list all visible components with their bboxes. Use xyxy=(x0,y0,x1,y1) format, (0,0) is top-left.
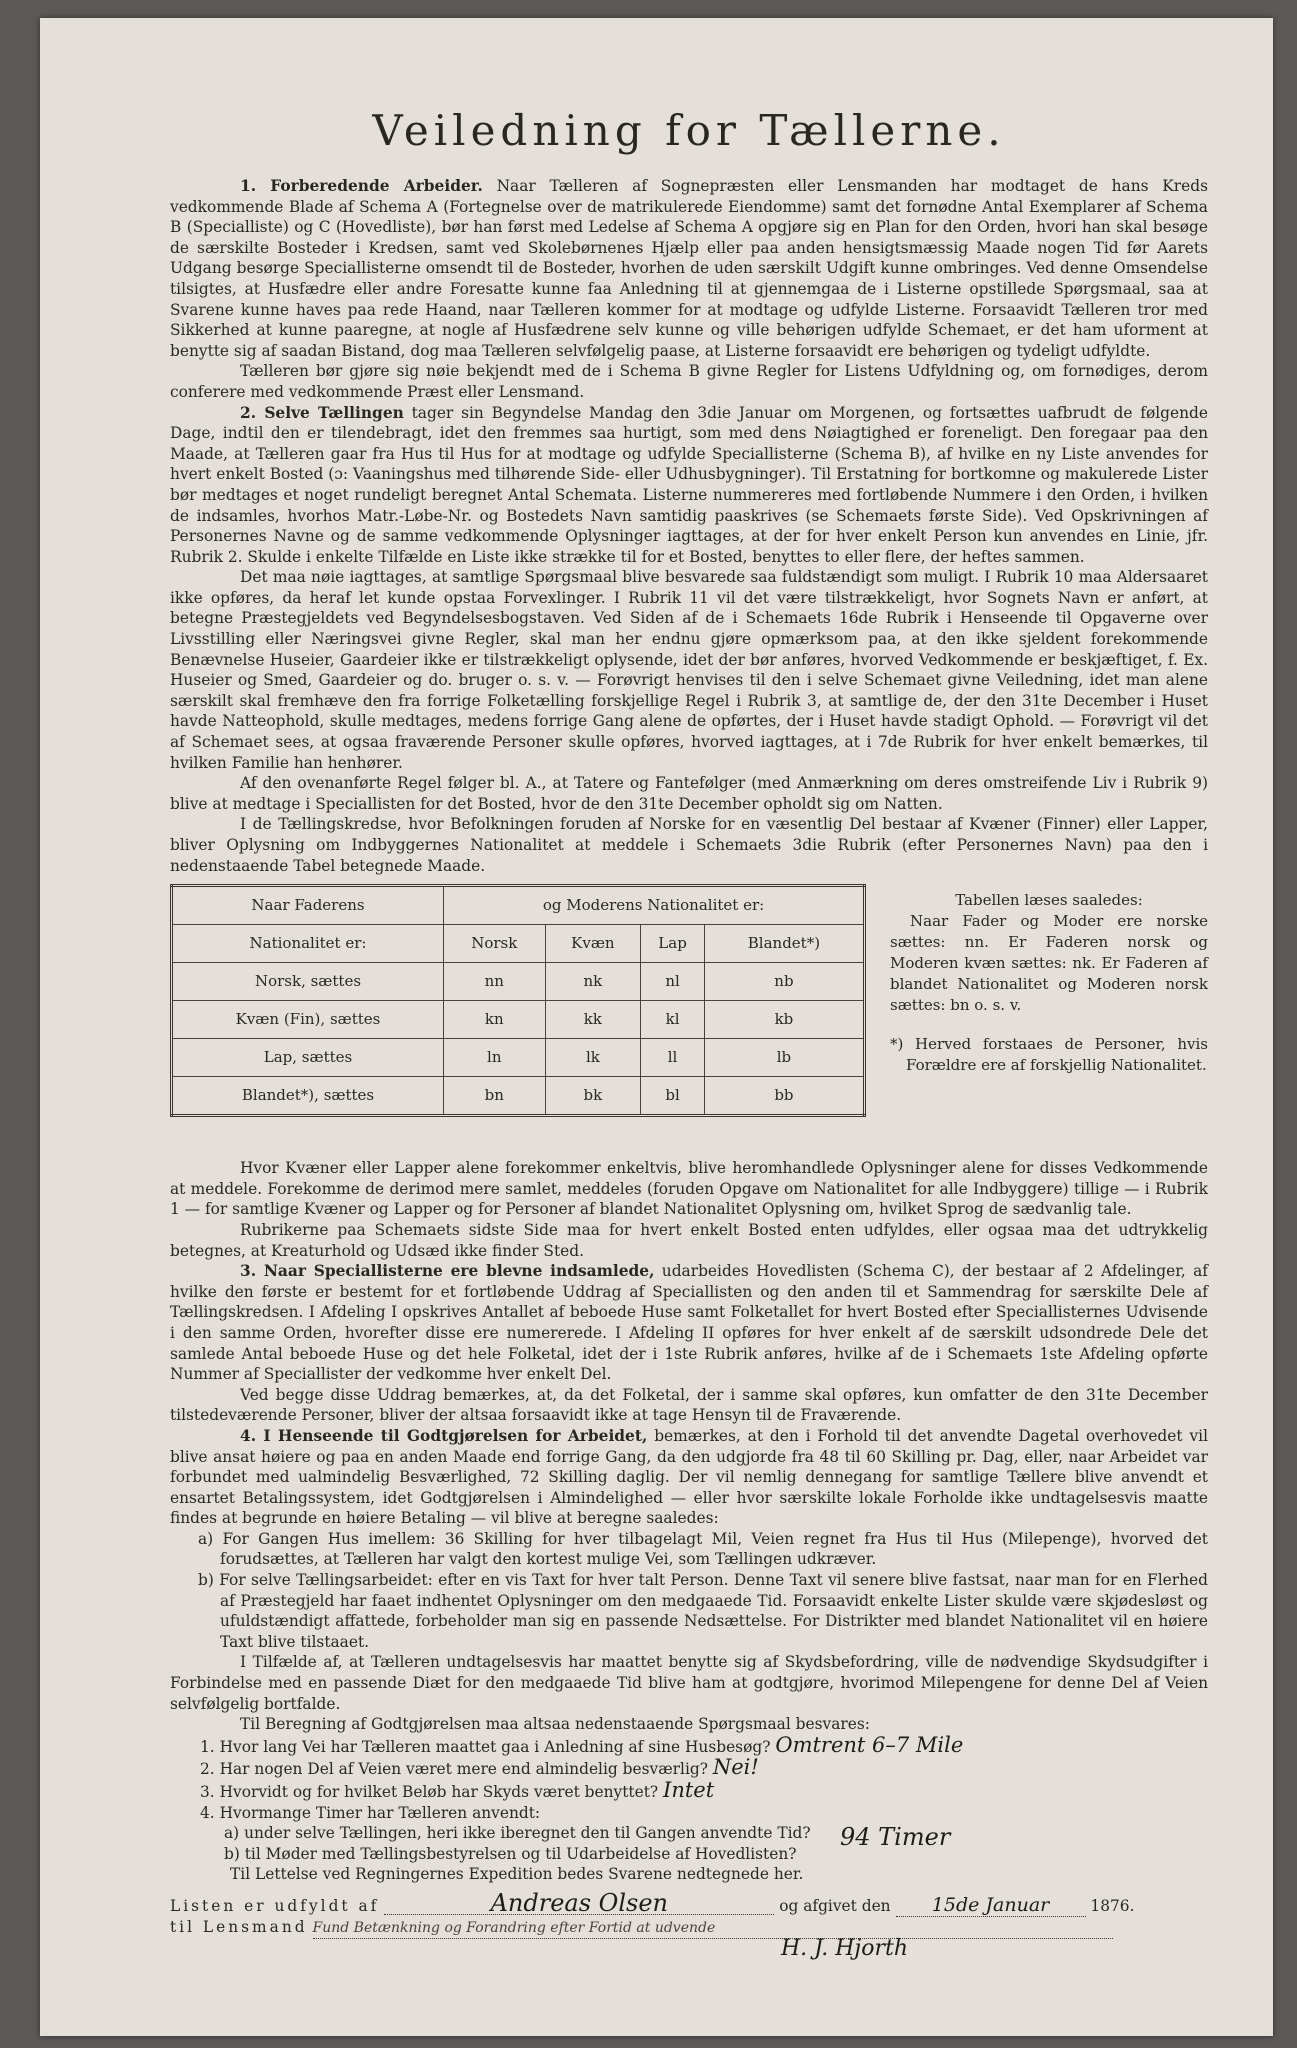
table-cell: kn xyxy=(444,1001,546,1039)
question-list xyxy=(170,1732,1208,1885)
section-2-paragraph-4: I de Tællingskredse, hvor Befolkningen foruden af Norske for en væsentlig Del bestaar af Kvæner (Finner) eller Lapper, bliver Oplysning om Indbyggernes Nationalitet at meddele i Schemaets 3die Rubrik (efter Personernes Navn) paa den i nedenstaaende Tabel betegnede Maade. xyxy=(170,815,1208,875)
table-cell: bk xyxy=(545,1077,641,1116)
explanation-footnote: *) Herved forstaaes de Personer, hvis Forældre ere af forskjellig Nationalitet. xyxy=(890,1035,1208,1075)
filled-by-line: Listen er udfyldt af Andreas Olsen og afgivet den 15de Januar 1876. xyxy=(170,1888,1135,1917)
lensmand-note: Fund Betænkning og Forandring efter Fortid at udvende xyxy=(313,1918,1113,1940)
table-cell: nb xyxy=(704,963,864,1001)
delivered-date: 15de Januar xyxy=(896,1895,1086,1917)
table-col-header: Norsk xyxy=(444,925,546,963)
section-1-text: Naar Tælleren af Sognepræsten eller Lensmanden har modtaget de hans Kreds vedkommende Blade af Schema A (Fortegnelse over de matrikulerede Eiendomme) samt det fornødne Antal Exemplarer af Schema B (Specialliste) og C (Hovedliste), bør han først med Ledelse af Schema A opgjøre sig en Plan for den Orden, hvori han skal besøge de særskilte Bosteder i Kredsen, samt ved Skolebørnenes Hjælp eller paa anden hensigtsmæssig Maade nogen Tid før Aarets Udgang besørge Speciallisterne omsendt til de Bosteder, hvorhen de uden særskilt Udgift kunne ombringes. Ved denne Omsendelse tilsigtes, at Husfædre eller andre Foresatte kunne faa Anledning til at gjennemgaa de i Listerne opstillede Spørgsmaal, saa at Svarene kunne haves paa rede Haand, naar Tælleren kommer for at modtage og udfylde Listerne. Forsaavidt Tælleren tror med Sikkerhed at kunne paaregne, at nogle af Husfædrene selv kunne og ville behørigen udfylde Schemaet, er det ham uforment at benytte sig af saadan Bistand, dog maa Tælleren selvfølgelig paase, at Listerne forsaavidt ere behørigen og tydeligt udfyldte. xyxy=(170,177,1208,360)
row-label: Norsk, sættes xyxy=(172,963,444,1001)
section-3 xyxy=(170,1261,1208,1385)
answer-4-handwritten: 94 Timer xyxy=(840,1823,951,1852)
section-2-paragraph-3: Af den ovenanførte Regel følger bl. A., at Tatere og Fantefølger (med Anmærkning om deres omstreifende Liv i Rubrik 9) blive at medtage i Speciallisten for det Bosted, hvor de den 31te December opholdt sig om Natten. xyxy=(170,774,1208,813)
signature-line xyxy=(170,1936,1208,1962)
closing-note: Til Lettelse ved Regningernes Expedition bedes Svarene nedtegnede her. xyxy=(230,1865,804,1884)
section-1-paragraph-2: Tælleren bør gjøre sig nøie bekjendt med de i Schema B givne Regler for Listens Udfyldning og, om fornødiges, derom conferere med vedkommende Præst eller Lensmand. xyxy=(170,362,1208,401)
section-2-text: tager sin Begyndelse Mandag den 3die Januar om Morgenen, og fortsættes uafbrudt de følgende Dage, indtil den er tilendebragt, idet den fremmes saa hurtigt, som med dens Nøiagtighed er foreneligt. Den foregaar paa den Maade, at Tælleren gaar fra Hus til Hus for at modtage og udfylde Speciallisterne (Schema B), af hvilke en ny Liste anvendes for hvert enkelt Bosted (ɔ: Vaaningshus med tilhørende Side- eller Udhusbygninger). Til Erstatning for bortkomne og makulerede Lister bør medtages et noget rundeligt beregnet Antal Schemata. Listerne nummereres med fortløbende Nummere i den Orden, i hvilken de indsamles, hvorhos Matr.-Løbe-Nr. og Bostedets Navn samtidig paaskrives (se Schemaets første Side). Ved Opskrivningen af Personernes Navne og de samme vedkommende Oplysninger iagttages, at der for hver enkelt Person kun anvendes en Linie, jfr. Rubrik 2. Skulde i enkelte Tilfælde en Liste ikke strække til for et Bosted, benyttes to eller flere, der heftes sammen. xyxy=(170,403,1209,566)
question-item: 4. Hvormange Timer har Tælleren anvendt: xyxy=(200,1803,541,1822)
table-cell: bl xyxy=(641,1077,705,1116)
filled-by-name: Andreas Olsen xyxy=(384,1893,774,1915)
table-head-father: Naar Faderens xyxy=(172,886,444,925)
table-cell: kl xyxy=(641,1001,705,1039)
section-1-heading: 1. Forberedende Arbeider. xyxy=(240,177,483,195)
section-2-heading: 2. Selve Tællingen xyxy=(240,403,404,422)
section-2 xyxy=(170,403,1208,568)
table-row xyxy=(172,1039,865,1077)
explanation-text: Naar Fader og Moder ere norske sættes: nn. Er Faderen norsk og Moderen kvæn sættes: nk. Er Faderen af blandet Nationalitet og Moderen norsk sættes: bn o. s. v. xyxy=(890,912,1208,1015)
section-1 xyxy=(170,176,1208,361)
document-sheet xyxy=(40,18,1273,2036)
question-4-subitems xyxy=(200,1823,1208,1864)
explanation-title: Tabellen læses saaledes: xyxy=(955,891,1143,910)
table-cell: nl xyxy=(641,963,705,1001)
page-title: Veiledning for Tællerne. xyxy=(372,106,1006,155)
lensmand-line: til Lensmand Fund Betænkning og Forandring efter Fortid at udvende xyxy=(170,1917,1208,1940)
table-cell: ll xyxy=(641,1039,705,1077)
table-cell: bb xyxy=(704,1077,864,1116)
table-row xyxy=(172,963,865,1001)
section-3-paragraph-2: Ved begge disse Uddrag bemærkes, at, da det Folketal, der i samme skal opføres, kun omfatter de den 31te December tilstedeværende Personer, bliver der altsaa forsaavidt ikke at tage Hensyn til de Fraværende. xyxy=(170,1385,1208,1425)
table-col-header: Lap xyxy=(641,925,705,963)
question-4b: b) til Møder med Tællingsbestyrelsen og til Udarbeidelse af Hovedlisten? xyxy=(224,1844,797,1863)
nationality-table-block xyxy=(170,884,1208,1154)
table-cell: nk xyxy=(545,963,641,1001)
section-3-heading: 3. Naar Speciallisterne ere blevne indsamlede, xyxy=(240,1262,655,1281)
question-4a: a) under selve Tællingen, heri ikke iberegnet den til Gangen anvendte Tid? xyxy=(224,1824,811,1843)
table-cell: bn xyxy=(444,1077,546,1116)
table-col-header: Blandet*) xyxy=(704,925,864,963)
table-cell: nn xyxy=(444,963,546,1001)
answer-handwritten: Intet xyxy=(663,1778,715,1802)
section-3-text: udarbeides Hovedlisten (Schema C), der bestaar af 2 Afdelinger, af hvilke den første er bestemt for et fortløbende Uddrag af Speciallisten og den anden til et Sammendrag for særskilte Dele af Tællingskredsen. I Afdeling I opskrives Antallet af beboede Huse samt Folketallet for hvert Bosted efter Speciallisternes Udvisende i den samme Orden, hvorefter disse ere numererede. I Afdeling II opføres for hver enkelt af de særskilt udsondrede Dele det samlede Antal beboede Huse og det hele Folketal, idet der i 1ste Rubrik anføres, hvilke af de i Schemaets 1ste Afdeling opførte Nummer af Speciallister der vedkomme hver enkelt Del. xyxy=(170,1262,1208,1384)
section-4-paragraph-2: I Tilfælde af, at Tælleren undtagelsesvis har maattet benytte sig af Skydsbefordring, ville de nødvendige Skydsudgifter i Forbindelse med en passende Diæt for den medgaaede Tid blive ham at godtgjøre, hvorimod Milepengene for denne Del af Veien selvfølgelig bortfalde. xyxy=(170,1653,1208,1713)
answer-handwritten: Nei! xyxy=(712,1755,759,1780)
row-label: Blandet*), sættes xyxy=(172,1077,444,1116)
question-item: 3. Hvorvidt og for hvilket Beløb har Skyds været benyttet? Intet xyxy=(200,1778,715,1802)
row-label: Kvæn (Fin), sættes xyxy=(172,1001,444,1039)
table-cell: kb xyxy=(704,1001,864,1039)
row-label: Lap, sættes xyxy=(172,1039,444,1077)
table-col-header: Kvæn xyxy=(545,925,641,963)
section-4 xyxy=(170,1426,1208,1529)
table-head-father-2: Nationalitet er: xyxy=(172,925,444,963)
section-4-heading: 4. I Henseende til Godtgjørelsen for Arbeidet, xyxy=(240,1426,648,1445)
after-table-paragraph-1: Hvor Kvæner eller Lapper alene forekommer enkeltvis, blive heromhandlede Oplysninger alene for disses Vedkommende at meddele. Forekomme de derimod mere samlet, meddeles (foruden Opgave om Nationalitet for alle Indbyggere) tillige — i Rubrik 1 — for samtlige Kvæner og Lapper og for Personer af blandet Nationalitet Oplysning om, hvilket Sprog de sædvanlig tale. xyxy=(170,1159,1208,1219)
table-head-mother: og Moderens Nationalitet er: xyxy=(444,886,865,925)
answer-handwritten: Omtrent 6–7 Mile xyxy=(775,1732,964,1757)
signature-block xyxy=(170,1888,1208,1962)
table-cell: lb xyxy=(704,1039,864,1077)
question-item: 1. Hvor lang Vei har Tælleren maattet gaa i Anledning af sine Husbesøg? Omtrent 6–7 Mile xyxy=(200,1732,964,1757)
table-cell: kk xyxy=(545,1001,641,1039)
question-item: 2. Har nogen Del af Veien været mere end almindelig besværlig? Nei! xyxy=(200,1755,759,1780)
after-table-paragraph-2: Rubrikerne paa Schemaets sidste Side maa for hvert enkelt Bosted enten udfyldes, eller ogsaa maa det udtrykkelig betegnes, at Kreaturhold og Udsæd ikke finder Sted. xyxy=(170,1220,1208,1260)
handwritten-signature: H. J. Hjorth xyxy=(780,1936,908,1962)
table-cell: ln xyxy=(444,1039,546,1077)
table-explanation xyxy=(890,890,1208,1076)
section-4-item-a: a) For Gangen Hus imellem: 36 Skilling for hver tilbagelagt Mil, Veien regnet fra Hus til Hus (Milepenge), hvorved det forudsættes, at Tælleren har valgt den kortest mulige Vei, som Tællingen udkræver. xyxy=(198,1529,1208,1569)
nationality-table xyxy=(170,884,866,1117)
section-2-paragraph-2: Det maa nøie iagttages, at samtlige Spørgsmaal blive besvarede saa fuldstændigt som muligt. I Rubrik 10 maa Aldersaaret ikke opføres, da heraf let kunde opstaa Forvexlinger. I Rubrik 11 vil det være tilstrækkeligt, hvor Sognets Navn er anført, at betegne Præstegjeldets ved Begyndelsesbogstaven. Ved Siden af de i Schemaets 16de Rubrik i Henseende til Opgaverne over Livsstilling eller Næringsvei givne Regler, skal man her endnu gjøre opmærksom paa, at den ikke sjeldent forekommende Benævnelse Huseier, Gaardeier ikke er tilstrækkeligt oplysende, idet der bør anføres, hvorved Vedkommende er beskjæftiget, f. Ex. Huseier og Smed, Gaardeier og do. bruger o. s. v. — Forøvrigt henvises til den i selve Schemaet givne Veiledning, idet man alene særskilt skal fremhæve den fra forrige Folketælling forskjellige Regel i Rubrik 3, at samtlige de, der den 31te December i Huset havde Natteophold, skulle medtages, medens forrige Gang alene de opførtes, der i Huset havde stadigt Ophold. — Forøvrigt vil det af Schemaet sees, at ogsaa fraværende Personer skulle opføres, hvorved iagttages, at i 7de Rubrik for hver enkelt bemærkes, til hvilken Familie han henhører. xyxy=(170,568,1208,772)
table-cell: lk xyxy=(545,1039,641,1077)
instructions-body xyxy=(170,176,1208,1961)
table-row xyxy=(172,1077,865,1116)
section-4-item-b: b) For selve Tællingsarbeidet: efter en vis Taxt for hver talt Person. Denne Taxt vil senere blive fastsat, naar man for en Flerhed af Præstegjeld har faaet indhentet Oplysninger om den medgaaede Tid. Forsaavidt enkelte Lister skulde være skjødesløst og ufuldstændigt affattede, forbeholder man sig en passende Nedsættelse. For Distrikter med blandet Nationalitet vil en høiere Taxt blive tilstaaet. xyxy=(198,1571,1208,1651)
section-4-text: bemærkes, at den i Forhold til det anvendte Dagetal overhovedet vil blive ansat høiere og paa en anden Maade end forrige Gang, da den udgjorde fra 48 til 60 Skilling pr. Dag, eller, naar Arbeidet var forbundet med ualmindelig Besværlighed, 72 Skilling daglig. Der vil nemlig dennegang for samtlige Tællere blive anvendt et ensartet Betalingssystem, idet Godtgjørelsen i Almindelighed — eller hvor særskilte lokale Forholde ikke undtagelsesvis maatte findes at begrunde en høiere Betaling — vil blive at beregne saaledes: xyxy=(170,1426,1208,1528)
table-row xyxy=(172,1001,865,1039)
section-4-paragraph-3: Til Beregning af Godtgjørelsen maa altsaa nedenstaaende Spørgsmaal besvares: xyxy=(240,1715,870,1734)
